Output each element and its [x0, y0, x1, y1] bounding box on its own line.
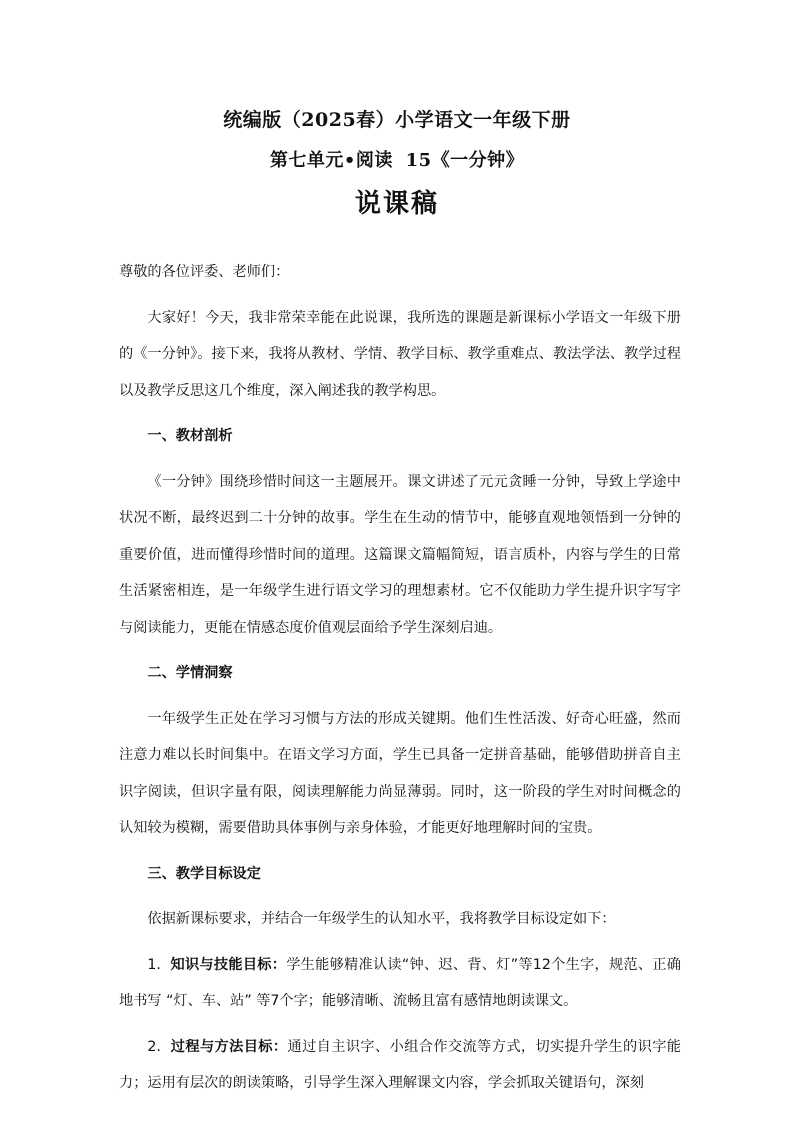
goal-label: 知识与技能目标： — [170, 956, 287, 973]
intro-paragraph: 大家好！今天，我非常荣幸能在此说课，我所选的课题是新课标小学语文一年级下册的《一分钟》。接下来，我将从教材、学情、教学目标、教学重难点、教法学法、教学过程以及教学反思这几个维度，深入阐述我的教学构思。 — [119, 309, 681, 399]
goal-text: 通过自主识字、小组合作交流等方式，切实提升学生的识字能力；运用有层次的朗读策略，引导学生深入理解课文内容，学会抓取关键语句，深刻 — [119, 1038, 681, 1091]
goal-item-knowledge — [119, 947, 681, 1020]
document-title-series: 统编版（2025春）小学语文一年级下册 — [223, 109, 571, 131]
greeting-paragraph: 尊敬的各位评委、老师们： — [119, 264, 290, 280]
goals-intro-paragraph: 依据新课标要求，并结合一年级学生的认知水平，我将教学目标设定如下： — [147, 911, 616, 927]
document-body — [119, 254, 681, 1102]
goal-item-process — [119, 1029, 681, 1102]
section-heading-textbook: 一、教材剖析 — [147, 428, 233, 444]
document-title-main: 说课稿 — [354, 189, 439, 219]
goal-number: 2. — [147, 1038, 161, 1055]
textbook-analysis-paragraph: 《一分钟》围绕珍惜时间这一主题展开。课文讲述了元元贪睡一分钟，导致上学途中状况不断，最终迟到二十分钟的故事。学生在生动的情节中，能够直观地领悟到一分钟的重要价值，进而懂得珍惜时间的道理。这篇课文篇幅简短，语言质朴，内容与学生的日常生活紧密相连，是一年级学生进行语文学习的理想素材。它不仅能助力学生提升识字写字与阅读能力，更能在情感态度价值观层面给予学生深刻启迪。 — [119, 473, 681, 636]
document-title-lesson: 第七单元•阅读 15《一分钟》 — [269, 150, 525, 171]
goal-text: 学生能够精准认读“钟、迟、背、灯”等12个生字，规范、正确地书写 “灯、车、站” 等7个字；能够清晰、流畅且富有感情地朗读课文。 — [119, 956, 681, 1009]
goal-number: 1. — [147, 956, 161, 973]
section-heading-goals: 三、教学目标设定 — [147, 865, 261, 882]
student-analysis-paragraph: 一年级学生正处在学习习惯与方法的形成关键期。他们生性活泼、好奇心旺盛，然而注意力难以长时间集中。在语文学习方面，学生已具备一定拼音基础，能够借助拼音自主识字阅读，但识字量有限，阅读理解能力尚显薄弱。同时，这一阶段的学生对时间概念的认知较为模糊，需要借助具体事例与亲身体验，才能更好地理解时间的宝贵。 — [119, 710, 681, 836]
goal-label: 过程与方法目标： — [170, 1038, 288, 1055]
section-heading-students: 二、学情洞察 — [147, 665, 233, 681]
